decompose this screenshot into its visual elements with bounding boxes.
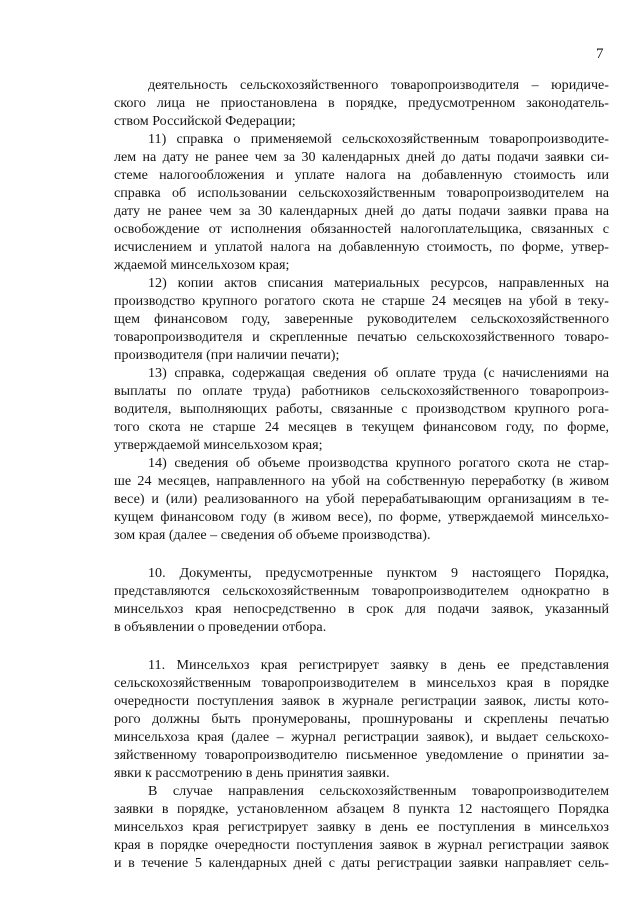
text-line: ством Российской Федерации; (114, 113, 296, 129)
text-line: стеме налогообложения и уплате налога на добавленную стоимость или (114, 167, 609, 183)
text-line: освобождение от исполнения обязанностей налогоплательщика, связанных с (114, 221, 609, 237)
text-line: производство крупного рогатого скота не старше 24 месяцев на убой в теку- (114, 293, 609, 309)
text-line: водителя, выполняющих работы, связанные с производством крупного рога- (114, 401, 609, 417)
text-line: минсельхоз края непосредственно в срок для подачи заявок, указанный (114, 601, 609, 617)
text-line: лем на дату не ранее чем за 30 календарных дней до даты подачи заявки си- (114, 149, 609, 165)
text-line: ше 24 месяцев, направленного на убой на собственную переработку (в живом (114, 473, 609, 489)
text-line: края в порядке очередности поступления заявок в журнал регистрации заявок (114, 837, 609, 853)
text-line: того скота не старше 24 месяцев в текущем финансовом году, по форме, (114, 419, 609, 435)
text-line: сельскохозяйственным товаропроизводителем в минсельхоз края в порядке (114, 675, 609, 691)
document-body (114, 76, 609, 872)
text-line: справка об использовании сельскохозяйственным товаропроизводителем на (114, 185, 609, 201)
text-line: 11) справка о применяемой сельскохозяйственным товаропроизводите- (148, 131, 609, 147)
text-line: 14) сведения об объеме производства крупного рогатого скота не стар- (148, 455, 609, 471)
text-line: в объявлении о проведении отбора. (114, 619, 327, 635)
text-line: 10. Документы, предусмотренные пунктом 9 настоящего Порядка, (148, 565, 609, 581)
text-line: деятельность сельскохозяйственного товаропроизводителя – юридиче- (148, 77, 609, 93)
text-line: ского лица не приостановлена в порядке, предусмотренном законодатель- (114, 95, 609, 111)
text-line: 13) справка, содержащая сведения об оплате труда (с начислениями на (148, 365, 609, 381)
text-line: производителя (при наличии печати); (114, 347, 340, 363)
text-line: исчислением и уплатой налога на добавленную стоимость, по форме, утвер- (114, 239, 609, 255)
text-line: и в течение 5 календарных дней с даты регистрации заявки направляет сель- (114, 855, 609, 871)
text-line: минсельхоза края (далее – журнал регистрации заявок), и выдает сельскохо- (114, 729, 609, 745)
text-line: явки к рассмотрению в день принятия заявки. (114, 765, 390, 781)
text-line: заявки в порядке, установленном абзацем 8 пункта 12 настоящего Порядка (114, 801, 609, 817)
text-line: 11. Минсельхоз края регистрирует заявку в день ее представления (148, 657, 609, 673)
text-line: В случае направления сельскохозяйственным товаропроизводителем (148, 783, 609, 799)
text-line: очередности поступления заявок в журнале регистрации заявок, листы кото- (114, 693, 609, 709)
text-line: весе) и (или) реализованного на убой перерабатывающим организациям в те- (114, 491, 609, 507)
text-line: утверждаемой минсельхозом края; (114, 437, 323, 453)
text-line: кущем финансовом году (в живом весе), по форме, утверждаемой минсельхо- (114, 509, 609, 525)
text-line: 12) копии актов списания материальных ресурсов, направленных на (148, 275, 609, 291)
text-line: товаропроизводителя и скрепленные печатью сельскохозяйственного товаро- (114, 329, 609, 345)
text-line: дату не ранее чем за 30 календарных дней до даты подачи заявки права на (114, 203, 609, 219)
text-line: представляются сельскохозяйственным товаропроизводителем однократно в (114, 583, 609, 599)
paragraph-gap (114, 636, 609, 656)
paragraph-gap (114, 544, 609, 564)
text-line: щем финансовом году, заверенные руководителем сельскохозяйственного (114, 311, 609, 327)
text-line: рого должны быть пронумерованы, прошнурованы и скреплены печатью (114, 711, 609, 727)
text-line: выплаты по оплате труда) работников сельскохозяйственного товаропроиз- (114, 383, 609, 399)
page-number: 7 (596, 46, 604, 62)
text-line: ждаемой минсельхозом края; (114, 257, 290, 273)
text-line: зяйственному товаропроизводителю письменное уведомление о принятии за- (114, 747, 609, 763)
text-line: минсельхоз края регистрирует заявку в день ее поступления в минсельхоз (114, 819, 609, 835)
text-line: зом края (далее – сведения об объеме производства). (114, 527, 431, 543)
